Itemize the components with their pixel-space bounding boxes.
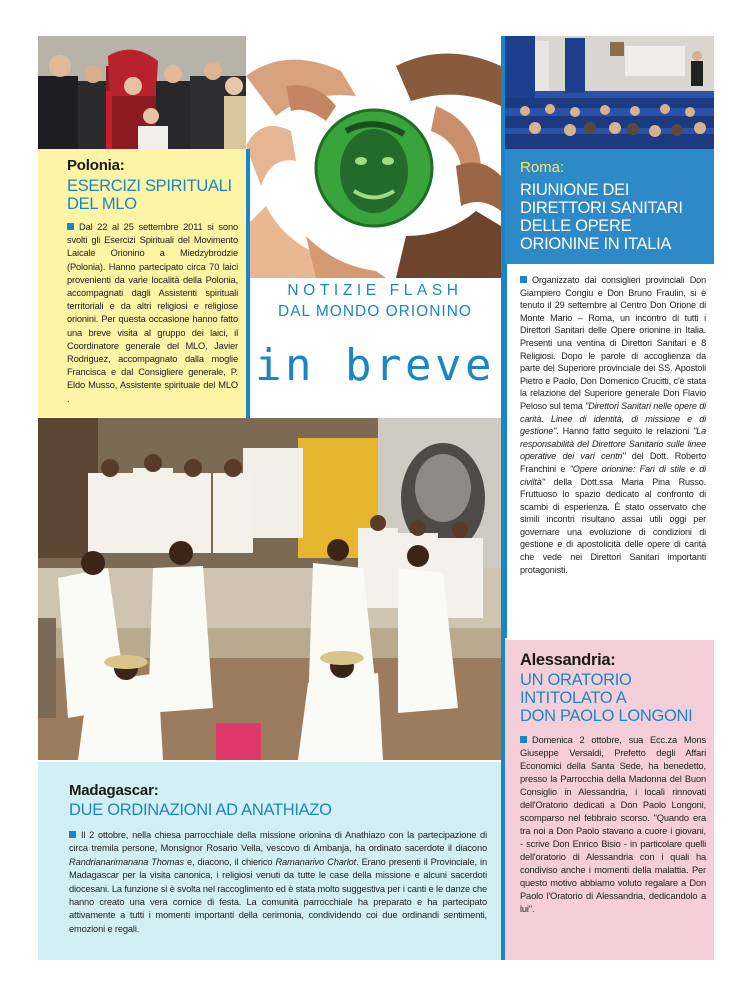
madagascar-body: Il 2 ottobre, nella chiesa parrocchiale della missione orionina di Anathiazo con la partecipazione di circa tremila persone, Monsignor Rosario Vella, vescovo di Ambanja, ha ordinato sacerdote il diacono Randrianarimanana Thomas e, diacono, il chierico Ramanarivo Charlot. Erano presenti il Provinciale, in Madagascar per la visita canonica, i religiosi venuti da tutte le case della missione e alcuni sacerdoti diocesani. La funzione si è svolta nel raccoglimento ed è stata molto suggestiva per i canti e le danze che hanno creato una vera cornice di festa. La comunità parrocchiale ha preparato e ha partecipato attivamente a tutti i momenti importanti della cerimonia, condividendo coi due ordinandi sentimenti, emozioni e regali. [69, 830, 487, 934]
madagascar-ceremony-photo [38, 418, 501, 760]
roma-place: Roma: [520, 159, 565, 176]
roma-headline-3: DELLE OPERE [520, 217, 632, 235]
polonia-headline-2: DEL MLO [67, 195, 137, 213]
bullet-square-icon [520, 736, 527, 743]
bullet-square-icon [69, 831, 76, 838]
bullet-square-icon [520, 276, 527, 283]
polonia-photo [38, 36, 246, 149]
masthead-line-2: DAL MONDO ORIONINO [278, 303, 472, 320]
roma-article [505, 264, 714, 638]
roma-conference-photo [505, 36, 714, 149]
alessandria-headline-1: UN ORATORIO [520, 671, 632, 689]
column-divider-right [501, 36, 505, 960]
alessandria-headline-2: INTITOLATO A [520, 689, 627, 707]
polonia-place: Polonia: [67, 157, 125, 174]
polonia-article [38, 149, 246, 417]
roma-headline-2: DIRETTORI SANITARI [520, 199, 683, 217]
masthead [250, 282, 500, 407]
polonia-body: Dal 22 al 25 settembre 2011 si sono svolti gli Esercizi Spirituali del Movimento Laicale Orionino a Miedzybrodzie (Polonia). Hanno partecipato circa 70 laici provenienti da varie località della Polonia, accompagnati dagli Assistenti spirituali territoriali e da altri religiosi e religiose orionini. Per questa occasione hanno fatto una breve visita al gruppo dei laici, il Coordinatore generale del MLO, Javier Rodriguez, accompagnato dalla moglie Francisca e dal Consigliere generale, P. Eldo Musso, Assistente spirituale del MLO . [67, 222, 238, 404]
column-divider-left [246, 149, 250, 418]
masthead-line-1: NOTIZIE FLASH [287, 282, 463, 299]
alessandria-article [505, 640, 714, 960]
madagascar-article [38, 762, 501, 960]
alessandria-body: Domenica 2 ottobre, sua Ecc.za Mons Giuseppe Versaldi, Prefetto degli Affari Economici della Santa Sede, ha benedetto, presso la Parrocchia della Madonna del Buon Consiglio in Alessandria, i locali rinnovati dell'Oratorio dedicati a Don Paolo Longoni, scomparso nel febbraio scorso. "Quando era tra noi a Don Paolo stavano a cuore i giovani, - scrive Don Enrico Bisio - in particolare quelli dell'oratorio di Alessandria con i quali ha condiviso anche i momenti della malattia. Per questo motivo abbiamo voluto regalare a Don Paolo l'Oratorio di Alessandria, dedicandolo a lui". [520, 735, 706, 914]
hands-globe-photo [246, 36, 501, 278]
roma-headline-4: ORIONINE IN ITALIA [520, 235, 672, 253]
masthead-title: in breve [255, 340, 495, 391]
madagascar-place: Madagascar: [69, 782, 159, 799]
polonia-headline-1: ESERCIZI SPIRITUALI [67, 177, 232, 195]
alessandria-headline-3: DON PAOLO LONGONI [520, 707, 693, 725]
bullet-square-icon [67, 223, 74, 230]
roma-headline-1: RIUNIONE DEI [520, 181, 630, 199]
alessandria-place: Alessandria: [520, 651, 616, 669]
madagascar-headline: DUE ORDINAZIONI AD ANATHIAZO [69, 801, 332, 819]
roma-header [505, 149, 714, 264]
roma-body: Organizzato dai consiglieri provinciali Don Giampiero Congiu e Don Bruno Fraulin, si è tenuto il 29 settembre al Centro Don Orione di Monte Mario – Roma, un incontro di tutti i Direttori Sanitari delle Opere orionine in Italia. Presenti una ventina di Direttori Sanitari e 8 Religiosi. Dopo le parole di accoglienza da parte del Superiore provinciale dei SS. Apostoli Pietro e Paolo, Don Domenico Crucitti, c'è stata la relazione del Superiore generale Don Flavio Peloso sul tema "Direttori Sanitari nelle opere di carità. Linee di identità, di missione e di gestione". Hanno fatto seguito le relazioni "La responsabilità del Direttore Sanitario sulle linee operative dei vari centri" del Dott. Roberto Franchini e "Opere orionine: Fari di stile e di civiltà" della Dott.ssa Maria Pina Russo. Fruttuoso lo spazio dedicato al confronto di scambi di esperienza. È stato osservato che simili incontri risultano assai utili oggi per governare una evoluzione di condizioni di gestione e di apostolicità delle opere di carità che vede nei Direttori Sanitari importanti protagonisti. [520, 275, 707, 575]
